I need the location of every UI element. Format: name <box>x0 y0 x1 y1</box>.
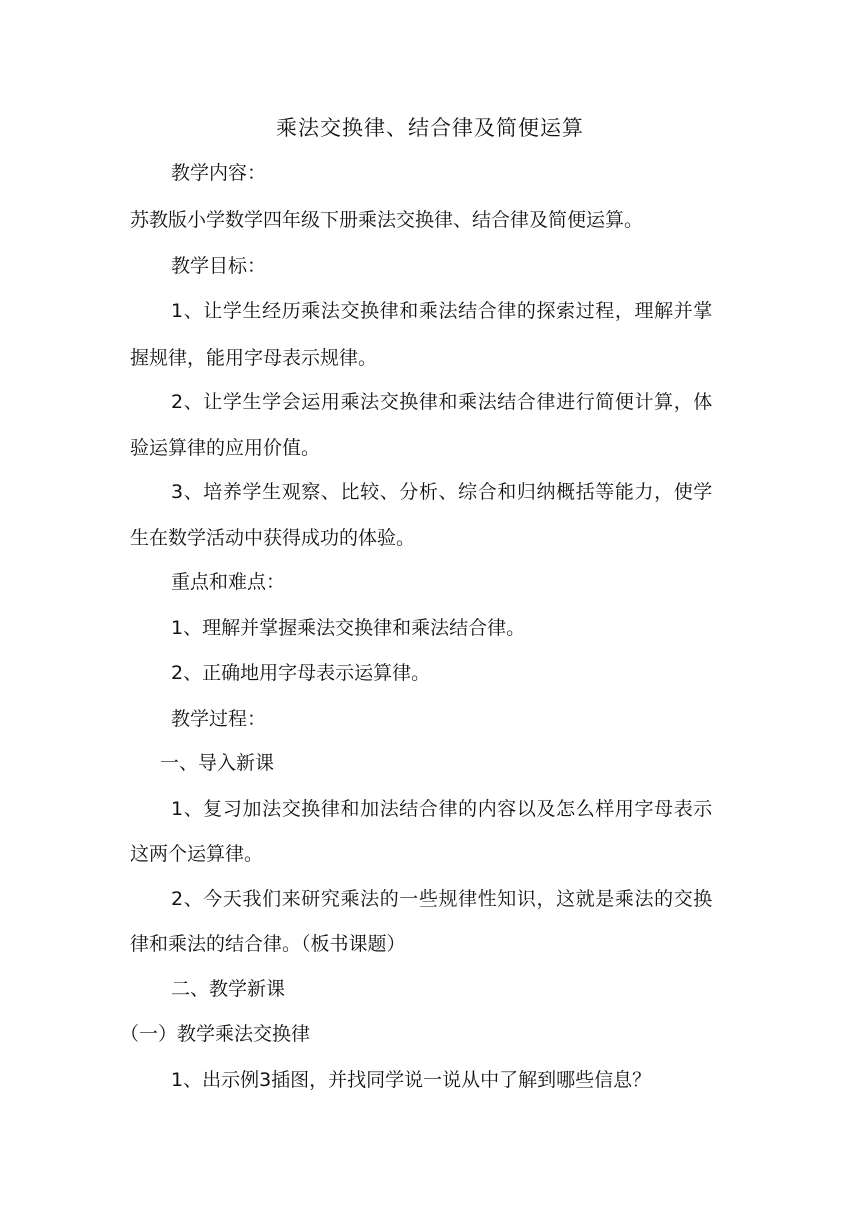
text-line: 生在数学活动中获得成功的体验。 <box>130 527 416 549</box>
text-line: 2、今天我们来研究乘法的一些规律性知识，这就是乘法的交换 <box>171 888 713 910</box>
text-line: 教学目标： <box>171 255 267 277</box>
text-line: 教学过程： <box>171 708 267 730</box>
text-line: 1、复习加法交换律和加法结合律的内容以及怎么样用字母表示 <box>171 798 713 820</box>
text-line: 重点和难点： <box>171 571 286 593</box>
text-line: 握规律，能用字母表示规律。 <box>130 347 378 369</box>
text-line: 一、导入新课 <box>160 752 275 774</box>
text-line: 1、理解并掌握乘法交换律和乘法结合律。 <box>171 617 526 639</box>
text-line: （一）教学乘法交换律 <box>120 1023 311 1045</box>
text-line: 3、培养学生观察、比较、分析、综合和归纳概括等能力，使学 <box>171 481 713 503</box>
text-line: 2、让学生学会运用乘法交换律和乘法结合律进行简便计算，体 <box>171 391 713 413</box>
text-line: 苏教版小学数学四年级下册乘法交换律、结合律及简便运算。 <box>130 209 644 231</box>
text-line: 二、教学新课 <box>171 978 286 1000</box>
text-line: 律和乘法的结合律。（板书课题） <box>130 933 406 955</box>
document-title: 乘法交换律、结合律及简便运算 <box>276 116 584 140</box>
text-line: 验运算律的应用价值。 <box>130 437 321 459</box>
text-line: 1、出示例3插图，并找同学说一说从中了解到哪些信息？ <box>171 1069 652 1091</box>
text-line: 这两个运算律。 <box>130 843 264 865</box>
text-line: 教学内容： <box>171 162 267 184</box>
text-line: 2、正确地用字母表示运算律。 <box>171 662 431 684</box>
text-line: 1、让学生经历乘法交换律和乘法结合律的探索过程，理解并掌 <box>171 300 713 322</box>
